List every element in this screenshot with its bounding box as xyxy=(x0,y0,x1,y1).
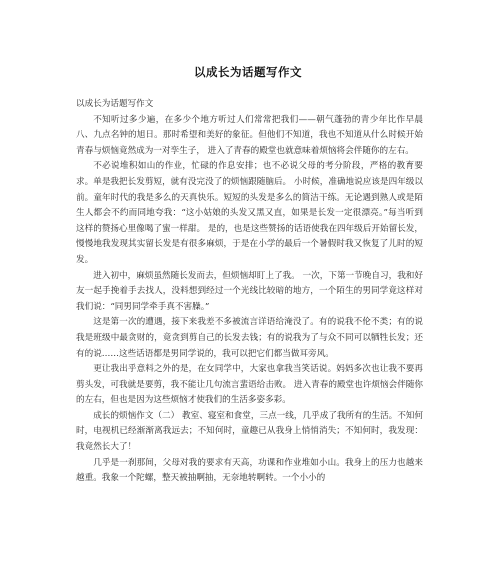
paragraph-4: 这是第一次的遭遇，接下来我差不多被流言详语给淹没了。有的说我不伦不类；有的说我是班级中最贪财的，竟贪到剪自己的长发去钱；有的说我为了与众不同可以牺牲长发；还有的说……这些话语都是男同学说的，我可以把它们都当做耳旁风。 xyxy=(76,317,423,359)
paragraph-2: 不必说堆积如山的作业，忙碌的作息安排；也不必说父母的考分阶段，严格的教育要求。单是我把长发剪短，就有没完没了的烦恼跟随脑后。 小时候，准确地说应该是四年级以前。童年时代的我是多么的天真快乐。短短的头发是多么的简洁干练。无论遇到熟人或是陌生人都会不约而同地夸我：“这小姑娘的头发又黑又直，如果是长发一定很漂亮。”每当听到这样的赞扬心里像喝了蜜一样甜。 是的，也是这些赞扬的话语使我在四年级后开始留长发，慢慢地我发现其实留长发是有很多麻烦，于是在小学的最后一个暑假时我又恢复了儿时的短发。 xyxy=(76,161,423,265)
document-title: 以成长为话题写作文 xyxy=(194,65,302,79)
document-body xyxy=(76,97,423,487)
document-subtitle: 以成长为话题写作文 xyxy=(76,99,154,109)
paragraph-5: 更让我出乎意料之外的是，在女同学中，大家也拿我当笑话说。妈妈多次也让我不要再剪头发，可我就是要剪，我不能让几句流言蜚语给击败。 进入青春的殿堂也许烦恼会伴随你的左右，但也是因为这些烦恼才使我们的生活多姿多彩。 xyxy=(76,364,423,406)
paragraph-7: 几乎是一刹那间，父母对我的要求有天高，功课和作业堆如小山。我身上的压力也越来越重。我象一个陀螺，整天被抽啊抽，无奈地转啊转。一个小小的 xyxy=(76,457,423,484)
paragraph-6: 成长的烦恼作文（二） 教室、寝室和食堂，三点一线，几乎成了我所有的生活。不知何时，电视机已经渐渐离我远去；不知何时，童趣已从我身上悄悄消失；不知何时，我发现：我竟然长大了！ xyxy=(76,410,423,453)
paragraph-3: 进入初中，麻烦虽然随长发而去，但烦恼却盯上了我。 一次，下第一节晚自习，我和好友一起手挽着手去找人，没料想到经过一个光线比较暗的地方，一个陌生的男同学竟这样对我们说：“同男同学牵手真不害臊。” xyxy=(76,270,423,312)
paragraph-1: 不知听过多少遍，在多少个地方听过人们常常把我们——朝气蓬勃的青少年比作早晨八、九点名钟的旭日。那时希望和美好的象征。但他们不知道，我也不知道从什么时候开始青春与烦恼竟然成为一对孪生子， 进入了青春的殿堂也就意味着烦恼将会伴随你的左右。 xyxy=(76,114,423,156)
